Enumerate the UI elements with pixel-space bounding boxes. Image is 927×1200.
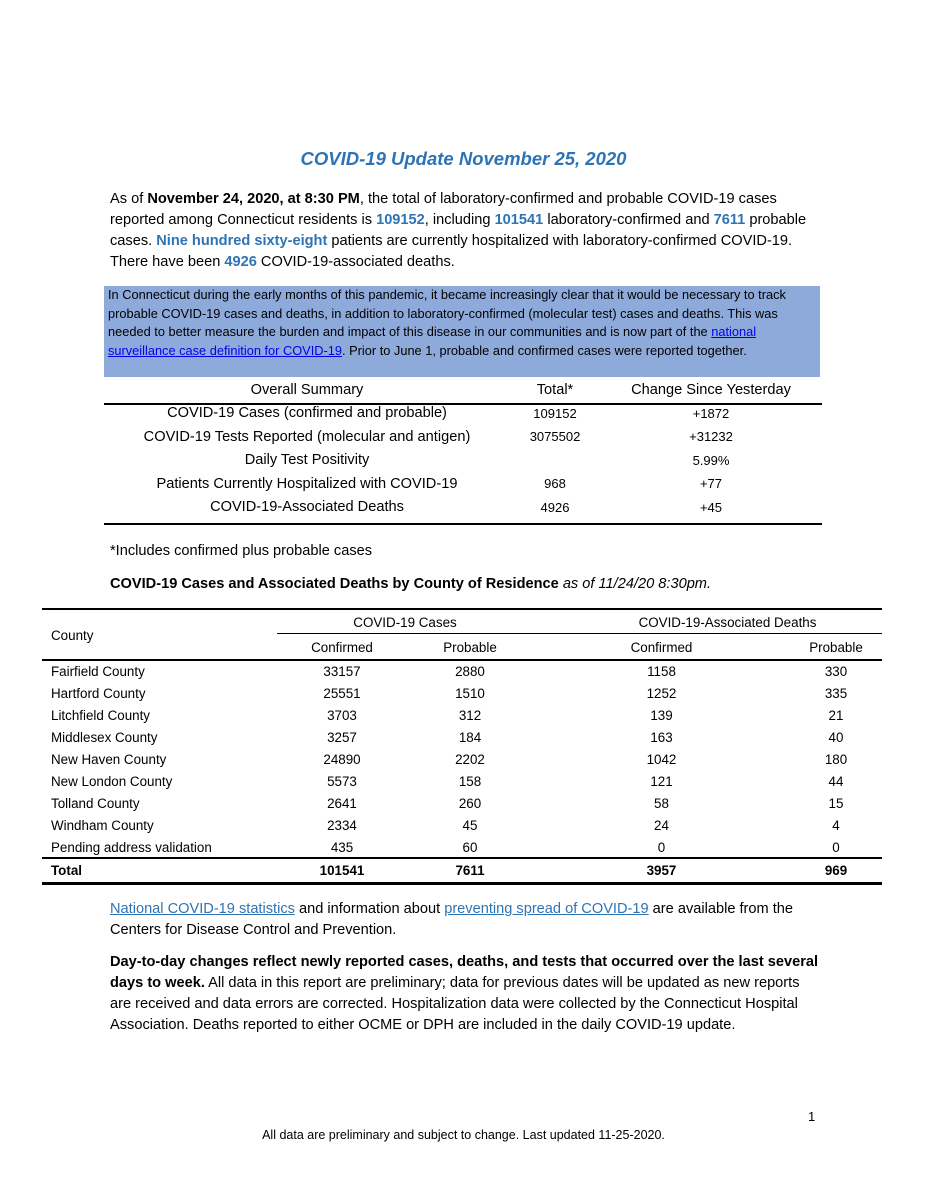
county-value: 158 (458, 773, 482, 789)
summary-change: +31232 (689, 429, 733, 445)
county-value: 2880 (455, 663, 485, 679)
summary-total: 3075502 (529, 429, 581, 445)
county-name: Litchfield County (51, 707, 150, 723)
page-footer: All data are preliminary and subject to change. Last updated 11-25-2020. (262, 1128, 665, 1142)
summary-label: COVID-19 Cases (confirmed and probable) (167, 405, 447, 422)
summary-label: COVID-19 Tests Reported (molecular and antigen) (143, 428, 471, 445)
page-number: 1 (808, 1109, 816, 1124)
summary-row (104, 425, 822, 449)
summary-label: Patients Currently Hospitalized with COVID-19 (156, 475, 458, 492)
county-value: 3257 (327, 729, 357, 745)
deaths-value: 4926 (224, 254, 257, 270)
county-value: 5573 (327, 773, 357, 789)
summary-total: 109152 (533, 405, 577, 421)
summary-label: COVID-19-Associated Deaths (210, 499, 404, 516)
confirmed-cases-value: 101541 (494, 212, 544, 228)
summary-header-row (104, 378, 822, 402)
county-column-header: County (51, 627, 94, 643)
county-value: 2641 (327, 795, 357, 811)
county-value: 260 (458, 795, 482, 811)
county-value: 21 (828, 707, 844, 723)
county-value: 330 (824, 663, 848, 679)
summary-change: +45 (699, 499, 723, 515)
summary-header: Total* (536, 381, 574, 398)
summary-footnote: *Includes confirmed plus probable cases (110, 543, 373, 559)
county-value: 58 (654, 795, 669, 811)
page-title: COVID-19 Update November 25, 2020 (300, 148, 627, 169)
county-row (42, 792, 882, 814)
county-name: Pending address validation (51, 839, 212, 855)
county-value: 2202 (455, 751, 485, 767)
total-cell: 101541 (319, 863, 365, 878)
probable-cases-note: In Connecticut during the early months of this pandemic, it became increasingly clear that it would be necessary to track probable COVID-19 cases and deaths, in addition to laboratory-confirmed (molecular test) cases and deaths. This was needed to better measure the burden and impact of this disease in our communities and is now part of the national surveillance case definition for COVID-19. Prior to June 1, probable and confirmed cases were reported together. (104, 286, 820, 377)
county-value: 163 (650, 729, 673, 745)
county-row (42, 726, 882, 748)
summary-row (104, 496, 822, 520)
county-rows (42, 660, 882, 858)
county-row (42, 660, 882, 682)
summary-row (104, 472, 822, 496)
county-name: Windham County (51, 817, 154, 833)
summary-row (104, 402, 822, 426)
case-definition-link[interactable]: national surveillance case definition for COVID-19 (108, 324, 757, 358)
summary-row (104, 449, 822, 473)
probable-cases-value: 7611 (713, 212, 746, 228)
county-row (42, 682, 882, 704)
county-value: 180 (824, 751, 848, 767)
county-value: 45 (462, 817, 478, 833)
county-value: 15 (828, 795, 844, 811)
total-cases-value: 109152 (376, 212, 425, 228)
intro-paragraph: As of November 24, 2020, at 8:30 PM, the total of laboratory-confirmed and probable COVID-19 cases reported among Connecticut residents is 109152, including 101541 laboratory-confirmed and 7611 probable cases. Nine hundred sixty-eight patients are currently hospitalized with laboratory-confirmed COVID-19. There have been 4926 COVID-19-associated deaths. (110, 191, 807, 270)
county-value: 1510 (455, 685, 485, 701)
sub-header: Probable (443, 640, 497, 655)
total-cell: 3957 (646, 863, 677, 878)
county-value: 1158 (647, 663, 676, 679)
county-value: 312 (458, 707, 482, 723)
county-value: 335 (824, 685, 848, 701)
county-value: 139 (650, 707, 673, 723)
sub-header: Probable (809, 640, 863, 655)
county-value: 121 (650, 773, 673, 789)
county-row (42, 836, 882, 858)
summary-label: Daily Test Positivity (244, 452, 370, 469)
county-row (42, 704, 882, 726)
county-value: 3703 (327, 707, 357, 723)
sub-header: Confirmed (311, 640, 373, 655)
summary-header: Change Since Yesterday (631, 381, 791, 398)
summary-change: +1872 (692, 405, 730, 421)
summary-total: 4926 (540, 499, 570, 515)
county-value: 44 (828, 773, 844, 789)
county-row (42, 748, 882, 770)
county-value: 0 (657, 839, 666, 855)
county-name: Hartford County (51, 685, 146, 701)
county-name: New Haven County (51, 751, 167, 767)
deaths-group-header: COVID-19-Associated Deaths (638, 615, 817, 630)
county-name: Middlesex County (51, 729, 158, 745)
county-row (42, 814, 882, 836)
cdc-paragraph: National COVID-19 statistics and information about preventing spread of COVID-19 are available from the Centers for Disease Control and Prevention. (110, 901, 794, 938)
summary-header: Overall Summary (250, 381, 364, 398)
overall-summary-table (104, 378, 822, 519)
county-value: 184 (458, 729, 482, 745)
county-value: 1252 (646, 685, 677, 701)
county-group-header-row (42, 610, 882, 635)
summary-change: 5.99% (692, 452, 730, 468)
county-table (42, 610, 882, 883)
county-total-row (42, 858, 882, 883)
county-value: 4 (832, 817, 840, 833)
summary-change: +77 (699, 476, 723, 492)
total-cell: 7611 (455, 863, 485, 878)
total-cell: 969 (824, 863, 848, 878)
county-table-heading: COVID-19 Cases and Associated Deaths by County of Residence as of 11/24/20 8:30pm. (110, 576, 712, 592)
county-value: 40 (828, 729, 844, 745)
summary-total: 968 (544, 476, 566, 492)
total-label: Total (51, 863, 82, 878)
county-value: 25551 (323, 685, 361, 701)
cases-group-header: COVID-19 Cases (353, 615, 457, 630)
county-name: Fairfield County (51, 663, 145, 679)
county-value: 60 (462, 839, 478, 855)
county-name: Tolland County (51, 795, 140, 811)
county-value: 435 (330, 839, 354, 855)
summary-total (510, 449, 600, 473)
preventing-spread-link[interactable]: preventing spread of COVID-19 (444, 901, 649, 917)
summary-bottom-rule (104, 523, 822, 525)
county-value: 1042 (646, 751, 677, 767)
county-name: New London County (51, 773, 173, 789)
report-datetime: November 24, 2020, at 8:30 PM (147, 191, 360, 207)
county-row (42, 770, 882, 792)
hospitalized-value: Nine hundred sixty-eight (156, 233, 328, 249)
county-value: 33157 (323, 663, 361, 679)
daily-changes-paragraph: Day-to-day changes reflect newly reported cases, deaths, and tests that occurred over the last several days to week. All data in this report are preliminary; data for previous dates will be updated as new reports are received and data errors are corrected. Hospitalization data were collected by the Connecticut Hospital Association. Deaths reported to either OCME or DPH are included in the daily COVID-19 update. (110, 954, 819, 1033)
county-value: 24890 (323, 751, 361, 767)
county-value: 0 (832, 839, 840, 855)
county-value: 2334 (327, 817, 357, 833)
sub-header: Confirmed (630, 640, 693, 655)
county-value: 24 (654, 817, 669, 833)
national-statistics-link[interactable]: National COVID-19 statistics (110, 901, 295, 917)
